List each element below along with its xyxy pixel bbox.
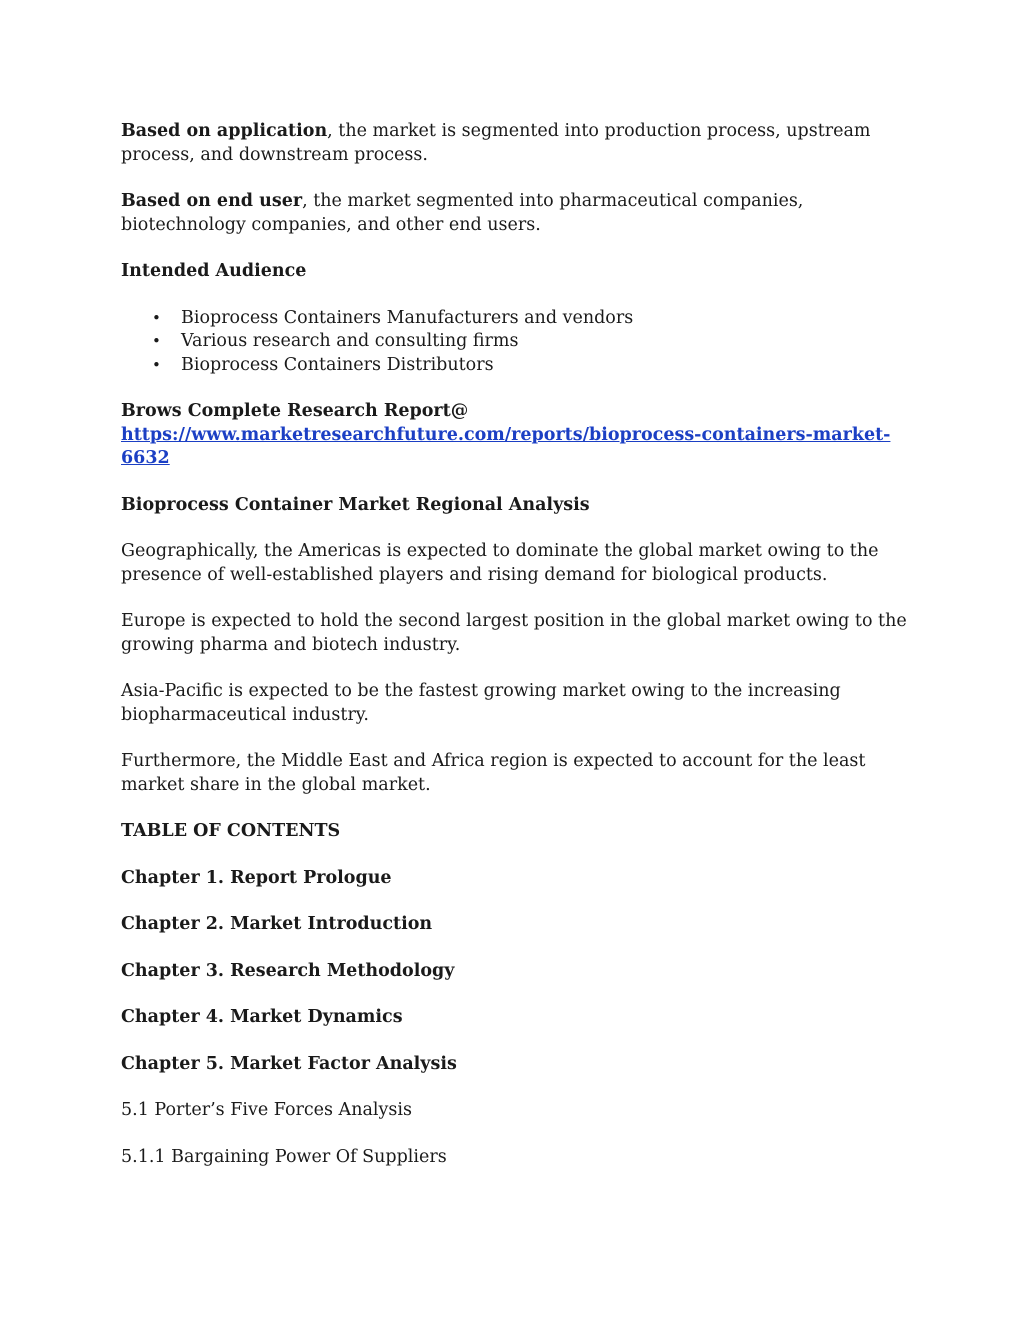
- list-item: • Bioprocess Containers Manufacturers and vendors: [121, 307, 911, 331]
- regional-paragraph: Geographically, the Americas is expected to dominate the global market owing to the presence of well-established players and rising demand for biological products.: [121, 541, 879, 585]
- toc-heading: TABLE OF CONTENTS: [121, 821, 341, 841]
- end-user-lead: Based on end user: [121, 191, 303, 211]
- end-user-text: , the market segmented into pharmaceutical companies, biotechnology companies, and other end users.: [121, 191, 804, 235]
- end-user-paragraph: [121, 190, 911, 237]
- list-item: • Various research and consulting firms: [121, 330, 911, 354]
- application-paragraph: [121, 120, 911, 167]
- audience-list: [121, 307, 911, 378]
- toc-chapter: Chapter 2. Market Introduction: [121, 914, 433, 934]
- toc-chapter: Chapter 5. Market Factor Analysis: [121, 1053, 457, 1074]
- report-label: Brows Complete Research Report@: [121, 401, 469, 421]
- report-link[interactable]: https://www.marketresearchfuture.com/reports/bioprocess-containers-market-6632: [121, 424, 891, 468]
- toc-section: 5.1 Porter’s Five Forces Analysis: [121, 1100, 412, 1120]
- report-link-line: [121, 424, 911, 471]
- regional-paragraph: Asia-Pacific is expected to be the fastest growing market owing to the increasing biopharmaceutical industry.: [121, 681, 841, 725]
- toc-chapter: Chapter 4. Market Dynamics: [121, 1007, 403, 1027]
- regional-paragraph: Europe is expected to hold the second largest position in the global market owing to the growing pharma and biotech industry.: [121, 611, 907, 655]
- toc-chapter: Chapter 3. Research Methodology: [121, 960, 455, 981]
- regional-heading: Bioprocess Container Market Regional Analysis: [121, 494, 590, 515]
- application-text: , the market is segmented into production process, upstream process, and downstream process.: [121, 121, 871, 165]
- regional-paragraph: Furthermore, the Middle East and Africa region is expected to account for the least market share in the global market.: [121, 751, 866, 795]
- list-item: • Bioprocess Containers Distributors: [121, 354, 911, 378]
- toc-section: 5.1.1 Bargaining Power Of Suppliers: [121, 1146, 447, 1167]
- toc-chapter: Chapter 1. Report Prologue: [121, 867, 392, 888]
- audience-heading: Intended Audience: [121, 261, 307, 281]
- document-page: [121, 120, 911, 1192]
- application-lead: Based on application: [121, 121, 328, 141]
